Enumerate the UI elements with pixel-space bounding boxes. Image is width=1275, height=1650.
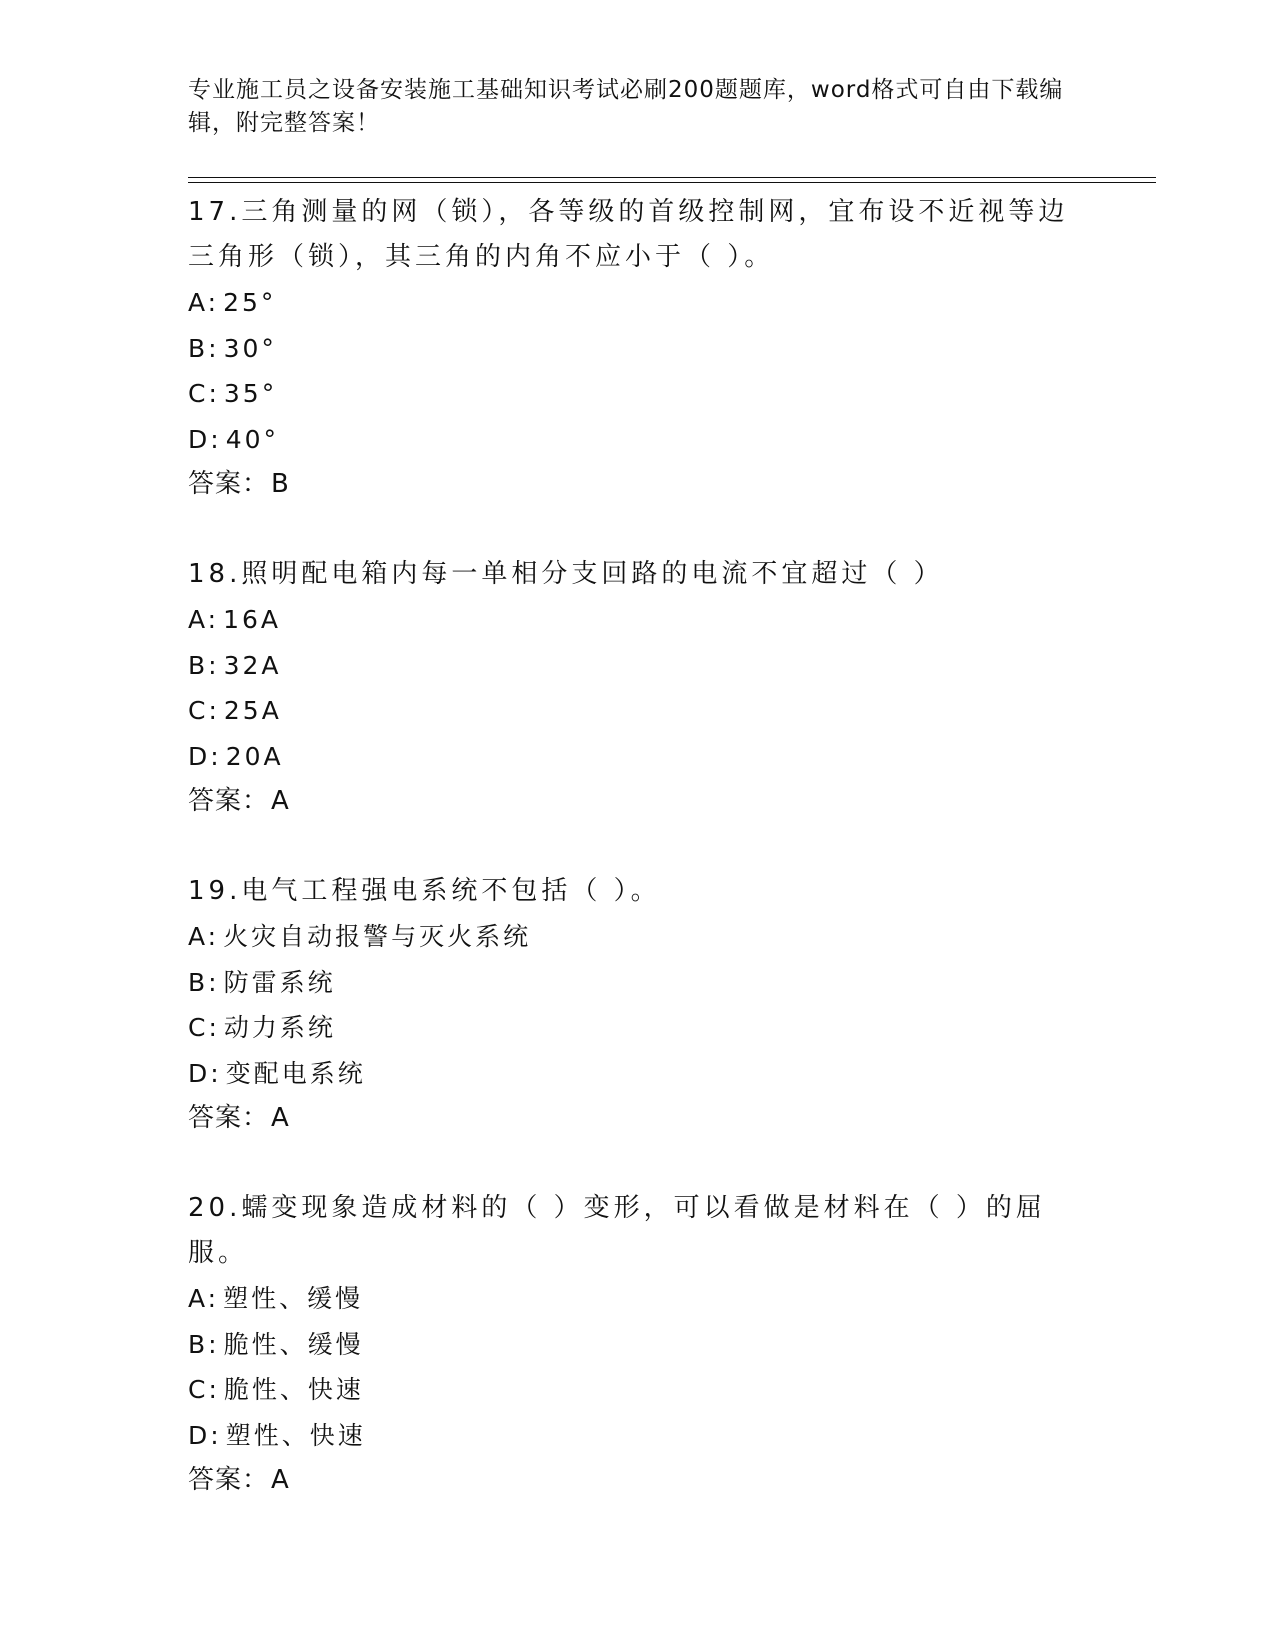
option-letter: A: xyxy=(188,1284,220,1313)
option-text: 防雷系统 xyxy=(223,967,336,997)
header-divider-top xyxy=(188,177,1156,178)
option-letter: C: xyxy=(188,379,220,408)
option-letter: D: xyxy=(188,1420,222,1450)
answer-line xyxy=(188,779,1088,824)
option-letter: A: xyxy=(188,288,220,317)
question-text: 18.照明配电箱内每一单相分支回路的电流不宜超过（ ） xyxy=(188,559,944,589)
option-d xyxy=(188,417,1088,463)
answer-label: 答案： xyxy=(188,786,270,816)
option-letter: D: xyxy=(188,741,222,771)
option-text: 25A xyxy=(223,696,282,725)
question-17 xyxy=(188,190,1088,507)
option-text: 塑性、快速 xyxy=(225,1420,366,1450)
option-a xyxy=(188,280,1088,326)
option-text: 塑性、缓慢 xyxy=(223,1284,364,1313)
option-letter: C: xyxy=(188,696,220,725)
option-letter: B: xyxy=(188,1329,220,1359)
option-letter: C: xyxy=(188,1375,220,1404)
answer-line xyxy=(188,1458,1088,1503)
question-20 xyxy=(188,1186,1088,1503)
question-18 xyxy=(188,552,1088,824)
option-list xyxy=(188,597,1088,779)
option-text: 脆性、缓慢 xyxy=(223,1329,364,1359)
option-b xyxy=(188,643,1088,689)
option-text: 动力系统 xyxy=(223,1013,336,1042)
option-letter: B: xyxy=(188,967,220,997)
answer-value: A xyxy=(271,1103,290,1133)
option-b xyxy=(188,1322,1088,1368)
option-text: 25° xyxy=(223,288,277,317)
option-b xyxy=(188,326,1088,372)
option-c xyxy=(188,371,1088,417)
question-19 xyxy=(188,869,1088,1141)
option-text: 16A xyxy=(223,605,282,634)
option-text: 变配电系统 xyxy=(225,1058,366,1088)
option-text: 脆性、快速 xyxy=(223,1375,364,1404)
answer-line xyxy=(188,1096,1088,1141)
option-d xyxy=(188,734,1088,780)
option-text: 32A xyxy=(223,650,282,680)
option-a xyxy=(188,914,1088,960)
option-text: 20A xyxy=(225,741,284,771)
option-d xyxy=(188,1413,1088,1459)
option-letter: B: xyxy=(188,333,220,363)
option-b xyxy=(188,960,1088,1006)
option-letter: D: xyxy=(188,1058,222,1088)
answer-value: A xyxy=(271,786,290,816)
answer-value: B xyxy=(271,469,290,499)
answer-line xyxy=(188,462,1088,507)
option-letter: A: xyxy=(188,922,220,951)
option-text: 30° xyxy=(223,333,277,363)
option-list xyxy=(188,1276,1088,1458)
option-list xyxy=(188,914,1088,1096)
option-text: 35° xyxy=(223,379,278,408)
question-list xyxy=(188,190,1088,1548)
option-letter: B: xyxy=(188,650,220,680)
option-d xyxy=(188,1051,1088,1097)
option-text: 40° xyxy=(225,424,279,454)
option-c xyxy=(188,1005,1088,1051)
answer-label: 答案： xyxy=(188,1103,270,1133)
answer-label: 答案： xyxy=(188,469,270,499)
header-divider-bottom xyxy=(188,182,1156,183)
option-letter: D: xyxy=(188,424,222,454)
option-list xyxy=(188,280,1088,462)
option-letter: A: xyxy=(188,605,220,634)
question-text: 19.电气工程强电系统不包括（ ）。 xyxy=(188,876,661,906)
document-title: 专业施工员之设备安装施工基础知识考试必刷200题题库，word格式可自由下载编辑，附完整答案！ xyxy=(188,77,1064,136)
option-a xyxy=(188,597,1088,643)
option-a xyxy=(188,1276,1088,1322)
answer-label: 答案： xyxy=(188,1465,270,1495)
option-letter: C: xyxy=(188,1013,220,1042)
question-text: 20.蠕变现象造成材料的（ ）变形，可以看做是材料在（ ）的屈服。 xyxy=(188,1193,1046,1268)
option-c xyxy=(188,688,1088,734)
answer-value: A xyxy=(271,1465,290,1495)
option-c xyxy=(188,1367,1088,1413)
question-text: 17.三角测量的网（锁），各等级的首级控制网，宜布设不近视等边三角形（锁），其三角的内角不应小于（ ）。 xyxy=(188,197,1069,272)
option-text: 火灾自动报警与灭火系统 xyxy=(223,922,532,951)
